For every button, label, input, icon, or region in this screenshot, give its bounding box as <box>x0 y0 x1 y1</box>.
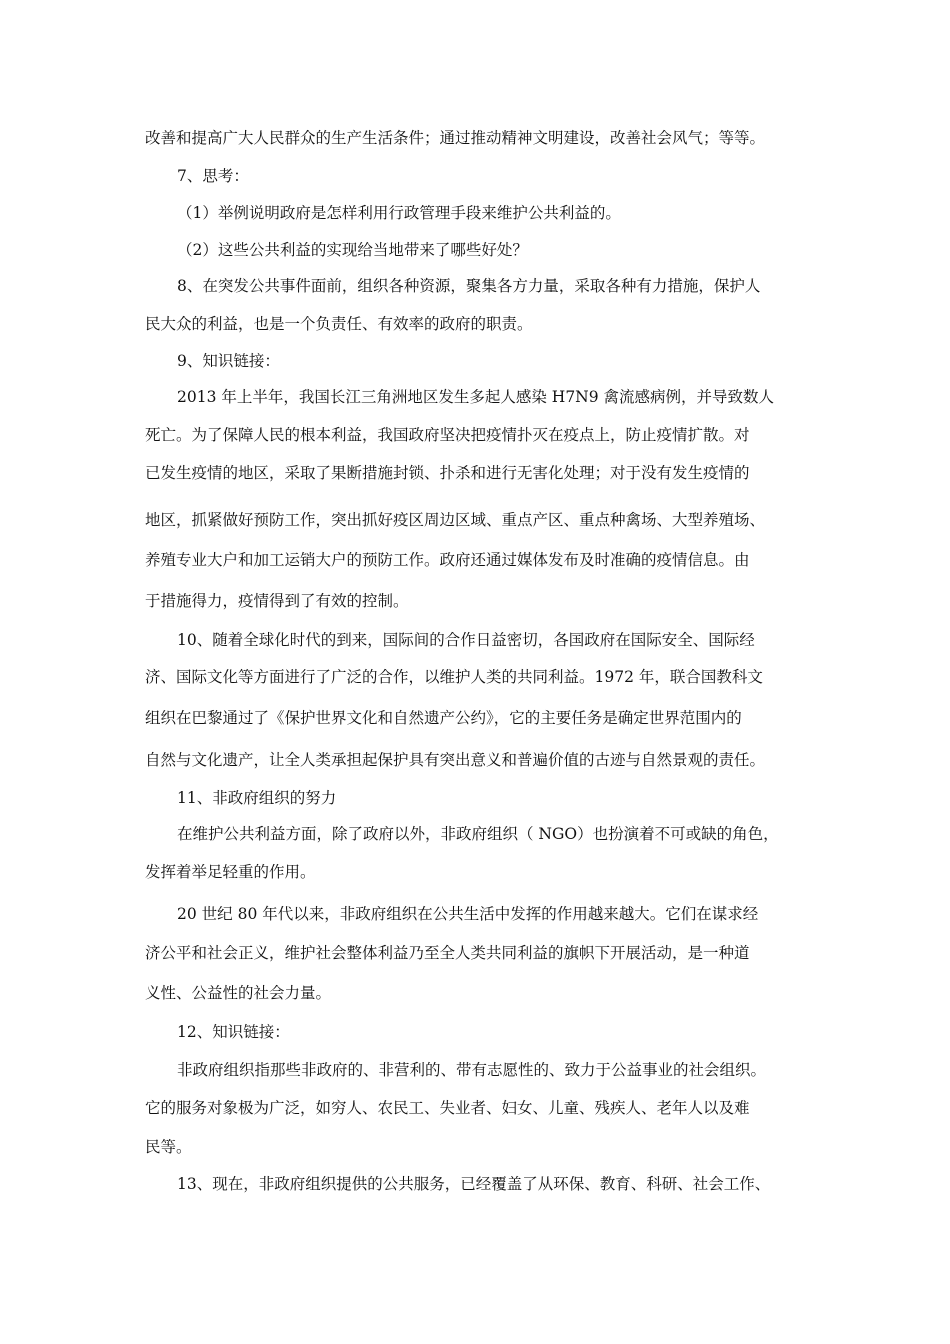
text-line: 济、国际文化等方面进行了广泛的合作，以维护人类的共同利益。1972 年，联合国教科文 <box>145 668 763 686</box>
text-line: 已发生疫情的地区，采取了果断措施封锁、扑杀和进行无害化处理；对于没有发生疫情的 <box>145 464 750 482</box>
text-line: 13、现在，非政府组织提供的公共服务，已经覆盖了从环保、教育、科研、社会工作、 <box>177 1175 771 1193</box>
text-line: 自然与文化遗产，让全人类承担起保护具有突出意义和普遍价值的古迹与自然景观的责任。 <box>145 751 766 769</box>
section-heading: 7、思考： <box>177 167 249 185</box>
text-line: 地区，抓紧做好预防工作，突出抓好疫区周边区域、重点产区、重点种禽场、大型养殖场、 <box>145 511 766 529</box>
text-line: 在维护公共利益方面，除了政府以外，非政府组织（ NGO）也扮演着不可或缺的角色， <box>177 825 779 843</box>
text-line: 发挥着举足轻重的作用。 <box>145 863 316 881</box>
text-line: 2013 年上半年，我国长江三角洲地区发生多起人感染 H7N9 禽流感病例，并导致数人 <box>177 388 775 406</box>
text-line: （2）这些公共利益的实现给当地带来了哪些好处？ <box>177 241 528 259</box>
text-line: 济公平和社会正义，维护社会整体利益乃至全人类共同利益的旗帜下开展活动，是一种道 <box>145 944 750 962</box>
text-line: 10、随着全球化时代的到来，国际间的合作日益密切，各国政府在国际安全、国际经 <box>177 631 755 649</box>
text-line: 民大众的利益，也是一个负责任、有效率的政府的职责。 <box>145 315 533 333</box>
text-line: 死亡。为了保障人民的根本利益，我国政府坚决把疫情扑灭在疫点上，防止疫情扩散。对 <box>145 426 750 444</box>
text-line: 养殖专业大户和加工运销大户的预防工作。政府还通过媒体发布及时准确的疫情信息。由 <box>145 551 750 569</box>
text-line: 它的服务对象极为广泛，如穷人、农民工、失业者、妇女、儿童、残疾人、老年人以及难 <box>145 1099 750 1117</box>
section-heading: 11、非政府组织的努力 <box>177 789 337 807</box>
text-line: 非政府组织指那些非政府的、非营利的、带有志愿性的、致力于公益事业的社会组织。 <box>177 1061 767 1079</box>
text-line: 20 世纪 80 年代以来，非政府组织在公共生活中发挥的作用越来越大。它们在谋求经 <box>177 905 759 923</box>
section-heading: 9、知识链接： <box>177 352 280 370</box>
text-line: （1）举例说明政府是怎样利用行政管理手段来维护公共利益的。 <box>177 204 621 222</box>
text-line: 组织在巴黎通过了《保护世界文化和自然遗产公约》，它的主要任务是确定世界范围内的 <box>145 709 742 727</box>
text-line: 民等。 <box>145 1138 192 1156</box>
text-line: 改善和提高广大人民群众的生产生活条件；通过推动精神文明建设，改善社会风气；等等。 <box>145 129 766 147</box>
text-line: 义性、公益性的社会力量。 <box>145 984 332 1002</box>
section-heading: 12、知识链接： <box>177 1023 290 1041</box>
text-line: 于措施得力，疫情得到了有效的控制。 <box>145 592 409 610</box>
text-line: 8、在突发公共事件面前，组织各种资源，聚集各方力量，采取各种有力措施，保护人 <box>177 277 761 295</box>
